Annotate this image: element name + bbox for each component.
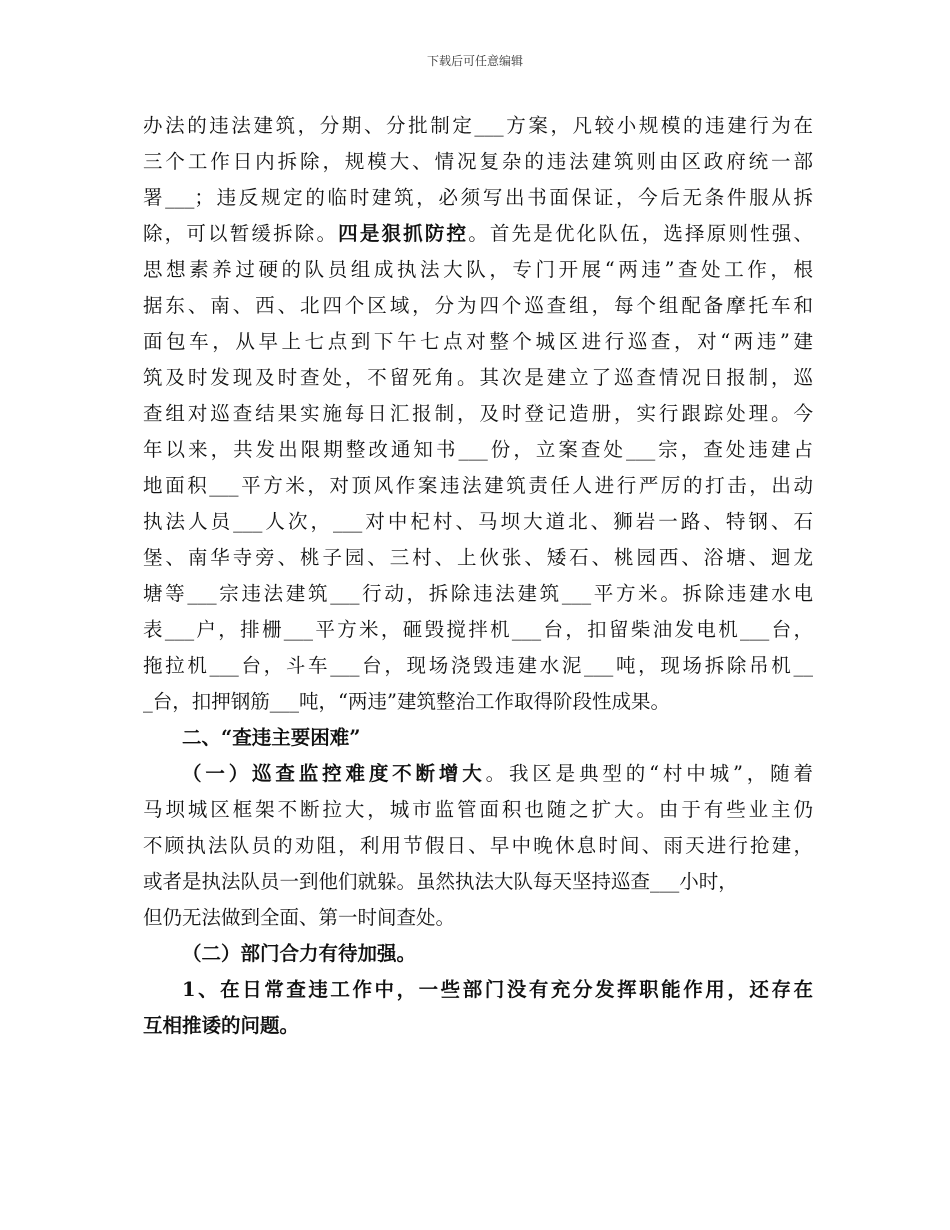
text-line: 表___户，排栅___平方米，砸毁搅拌机___台，扣留柴油发电机___台， <box>143 618 813 641</box>
text-line: 据东、南、西、北四个区域，分为四个巡查组，每个组配备摩托车和 <box>143 294 813 317</box>
text-line: 办法的违法建筑，分期、分批制定___方案，凡较小规模的违建行为在 <box>143 114 813 137</box>
text-span: 。首先是优化队伍，选择原则性强、 <box>468 222 813 245</box>
section-heading <box>143 720 813 756</box>
page-header: 下载后可任意编辑 <box>426 54 523 68</box>
text-line: 但仍无法做到全面、第一时间查处。 <box>143 906 456 929</box>
text-line: 堡、南华寺旁、桃子园、三村、上伙张、矮石、桃园西、浴塘、迴龙 <box>143 546 813 569</box>
text-line: 三个工作日内拆除，规模大、情况复杂的违法建筑则由区政府统一部 <box>143 150 813 173</box>
subsection-heading: （一）巡查监控难度不断增大 <box>182 762 486 785</box>
text-line: 筑及时发现及时查处，不留死角。其次是建立了巡查情况日报制，巡 <box>143 366 813 389</box>
text-line: 查组对巡查结果实施每日汇报制，及时登记造册，实行跟踪处理。今 <box>143 402 813 425</box>
text-line: 思想素养过硬的队员组成执法大队，专门开展“两违”查处工作，根 <box>143 258 813 281</box>
bold-text: 1、在日常查违工作中，一些部门没有充分发挥职能作用，还存在 <box>182 978 813 1001</box>
text-line: 塘等___宗违法建筑___行动，拆除违法建筑___平方米。拆除违建水电 <box>143 582 813 605</box>
bold-text: 互相推诿的问题。 <box>143 1014 300 1037</box>
text-line: 面包车，从早上七点到下午七点对整个城区进行巡查，对“两违”建 <box>143 330 813 353</box>
text-line: 年以来，共发出限期整改通知书___份，立案查处___宗，查处违建占 <box>143 438 813 461</box>
text-line: 马坝城区框架不断拉大，城市监管面积也随之扩大。由于有些业主仍 <box>143 798 813 821</box>
text-line: 拖拉机___台，斗车___台，现场浇毁违建水泥___吨，现场拆除吊机__ <box>143 654 813 677</box>
text-line: _台，扣押钢筋___吨，“两违”建筑整治工作取得阶段性成果。 <box>143 690 670 713</box>
text-line: 地面积___平方米，对顶风作案违法建筑责任人进行严厉的打击，出动 <box>143 474 813 497</box>
text-line <box>143 756 813 792</box>
text-line: 执法人员___人次，___对中杞村、马坝大道北、狮岩一路、特钢、石 <box>143 510 813 533</box>
text-span: 。我区是典型的“村中城”，随着 <box>485 762 813 785</box>
text-line: 或者是执法队员一到他们就躲。虽然执法大队每天坚持巡查___小时， <box>143 870 738 893</box>
text-span: 除，可以暂缓拆除。 <box>143 222 339 245</box>
bold-heading-inline: 四是狠抓防控 <box>338 222 469 245</box>
text-line: 不顾执法队员的劝阻，利用节假日、早中晚休息时间、雨天进行抢建， <box>143 834 813 857</box>
text-line: 署___；违反规定的临时建筑，必须写出书面保证，今后无条件服从拆 <box>143 186 813 209</box>
text-line <box>143 972 813 1008</box>
document-body <box>143 108 813 1044</box>
text-line <box>143 1008 813 1044</box>
text-line <box>143 216 813 252</box>
section-heading-text: 二、“查违主要困难” <box>182 726 361 749</box>
subsection-heading <box>143 936 813 972</box>
subsection-heading-text: （二）部门合力有待加强。 <box>182 942 417 965</box>
